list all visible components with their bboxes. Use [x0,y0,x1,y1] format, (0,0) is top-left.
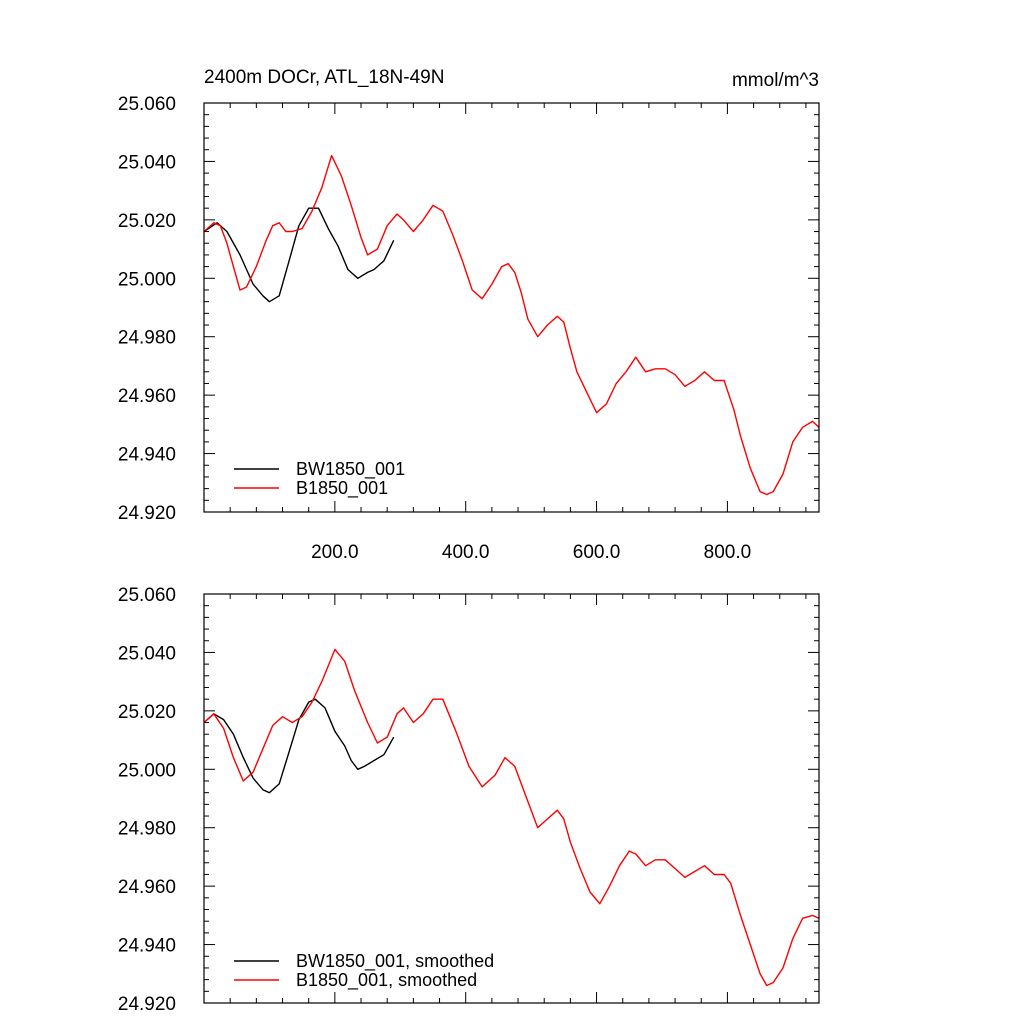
y-tick-label: 24.940 [117,935,176,957]
legend-label: B1850_001, smoothed [296,970,478,990]
y-tick-label: 24.960 [117,877,176,899]
legend-label: BW1850_001 [296,459,406,479]
legend-label: BW1850_001, smoothed [296,951,495,971]
y-tick-label: 24.980 [117,818,176,840]
x-tick-label: 400.0 [441,542,490,563]
legend-label: B1850_001 [296,478,389,498]
units-label: mmol/m^3 [731,70,819,91]
panel-title: 2400m DOCr, ATL_18N-49N [204,67,445,88]
y-tick-label: 25.020 [117,210,176,232]
y-tick-label: 25.060 [117,585,176,606]
y-tick-label: 25.000 [117,269,176,291]
y-tick-label: 25.000 [117,760,176,782]
y-tick-label: 24.920 [117,503,176,524]
x-tick-label: 800.0 [703,542,752,563]
x-tick-label: 200.0 [311,542,359,563]
y-tick-label: 25.020 [117,701,176,723]
y-tick-label: 25.060 [117,94,176,115]
x-tick-label: 600.0 [572,542,621,563]
y-tick-label: 24.980 [117,327,176,349]
y-tick-label: 24.960 [117,386,176,408]
y-tick-label: 25.040 [117,152,176,174]
y-tick-label: 24.920 [117,994,176,1015]
y-tick-label: 25.040 [117,643,176,665]
y-tick-label: 24.940 [117,444,176,466]
